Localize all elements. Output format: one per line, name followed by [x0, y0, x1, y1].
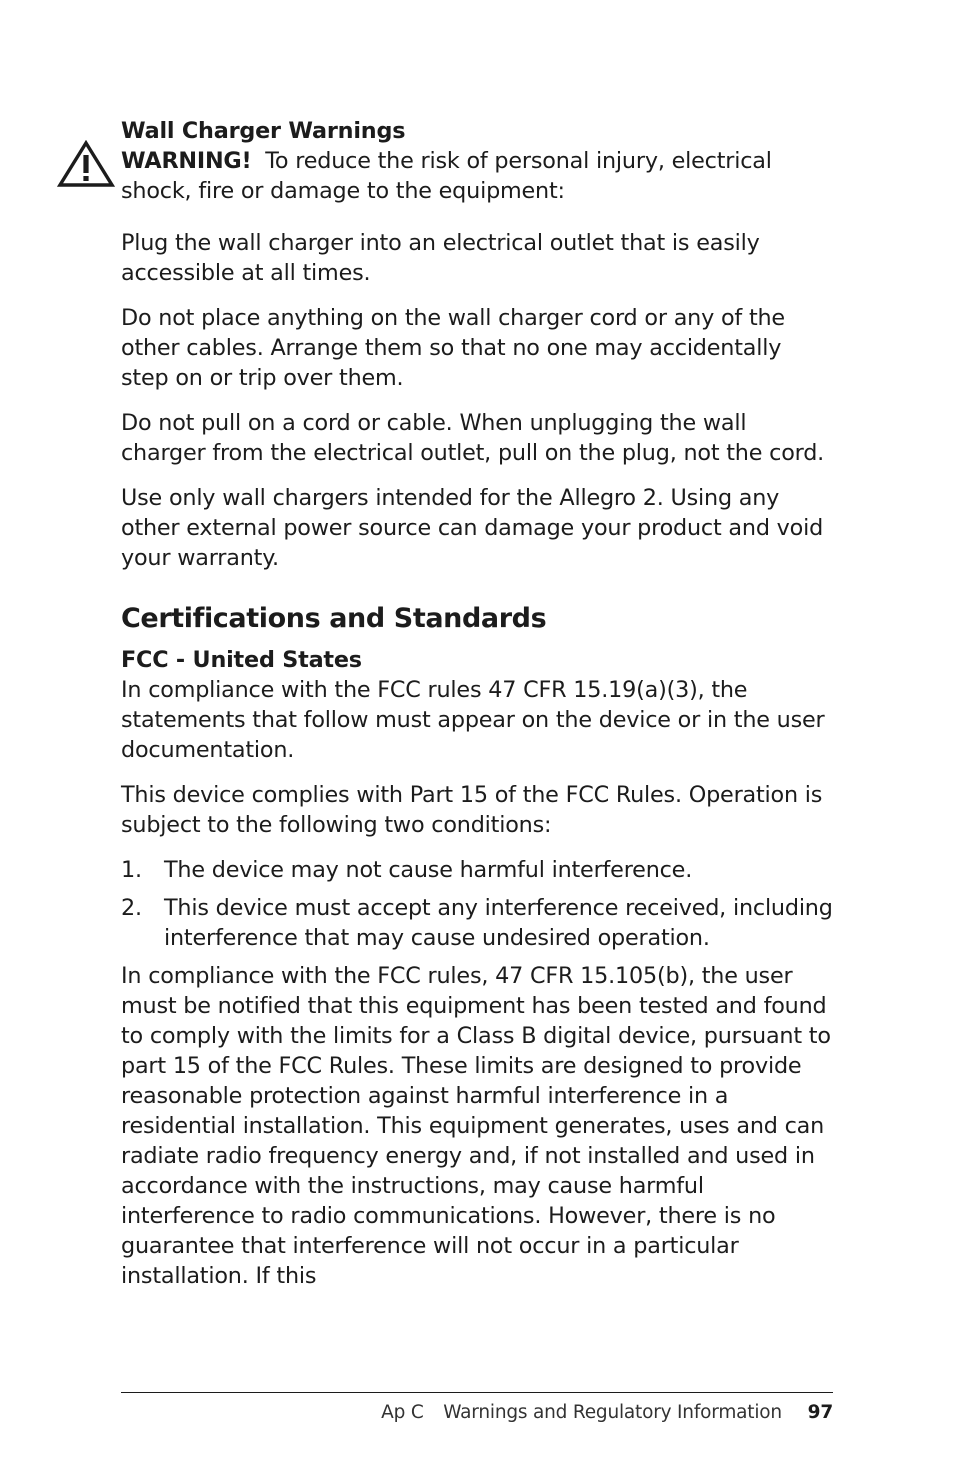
section-heading: Certifications and Standards: [121, 603, 547, 634]
page-content: [121, 116, 833, 1291]
fcc-paragraph: In compliance with the FCC rules 47 CFR 15.19(a)(3), the statements that follow must appear on the device or in the user documentation.: [121, 677, 825, 763]
warning-paragraph: Plug the wall charger into an electrical outlet that is easily accessible at all times.: [121, 230, 760, 286]
list-item-text: The device may not cause harmful interference.: [164, 857, 693, 883]
warning-triangle-icon: [57, 140, 115, 188]
fcc-paragraph: This device complies with Part 15 of the FCC Rules. Operation is subject to the following two conditions:: [121, 782, 823, 838]
list-item-number: 1.: [121, 857, 142, 883]
conditions-list: [121, 855, 833, 953]
list-item: [121, 893, 833, 953]
list-item-text: This device must accept any interference received, including interference that may cause undesired operation.: [164, 895, 833, 951]
wall-charger-warnings: [121, 116, 833, 573]
warnings-heading: Wall Charger Warnings: [121, 118, 406, 144]
warning-intro-text: To reduce the risk of personal injury, electrical shock, fire or damage to the equipment:: [121, 148, 772, 204]
list-item-number: 2.: [121, 895, 142, 921]
footer-title: Warnings and Regulatory Information: [443, 1402, 782, 1423]
warning-intro: [121, 146, 833, 206]
fcc-heading: FCC - United States: [121, 647, 362, 673]
warning-label: WARNING!: [121, 148, 252, 174]
warning-paragraph: Do not place anything on the wall charger cord or any of the other cables. Arrange them so that no one may accidentally step on or trip over them.: [121, 305, 785, 391]
certifications-section: [121, 601, 833, 1291]
footer-divider: [121, 1392, 833, 1393]
list-item: [121, 855, 833, 885]
fcc-paragraph: In compliance with the FCC rules, 47 CFR 15.105(b), the user must be notified that this equipment has been tested and found to comply with the limits for a Class B digital device, pursuant to part 15 of the FCC Rules. These limits are designed to provide reasonable protection against harmful interference in a residential installation. This equipment generates, uses and can radiate radio frequency energy and, if not installed and used in accordance with the instructions, may cause harmful interference to radio communications. However, there is no guarantee that interference will not occur in a particular installation. If this: [121, 963, 831, 1289]
page-footer: [381, 1400, 833, 1426]
page-number: 97: [807, 1402, 833, 1423]
warning-paragraph: Use only wall chargers intended for the Allegro 2. Using any other external power source can damage your product and void your warranty.: [121, 485, 824, 571]
footer-chapter: Ap C: [381, 1402, 424, 1423]
warning-paragraph: Do not pull on a cord or cable. When unplugging the wall charger from the electrical outlet, pull on the plug, not the cord.: [121, 410, 825, 466]
